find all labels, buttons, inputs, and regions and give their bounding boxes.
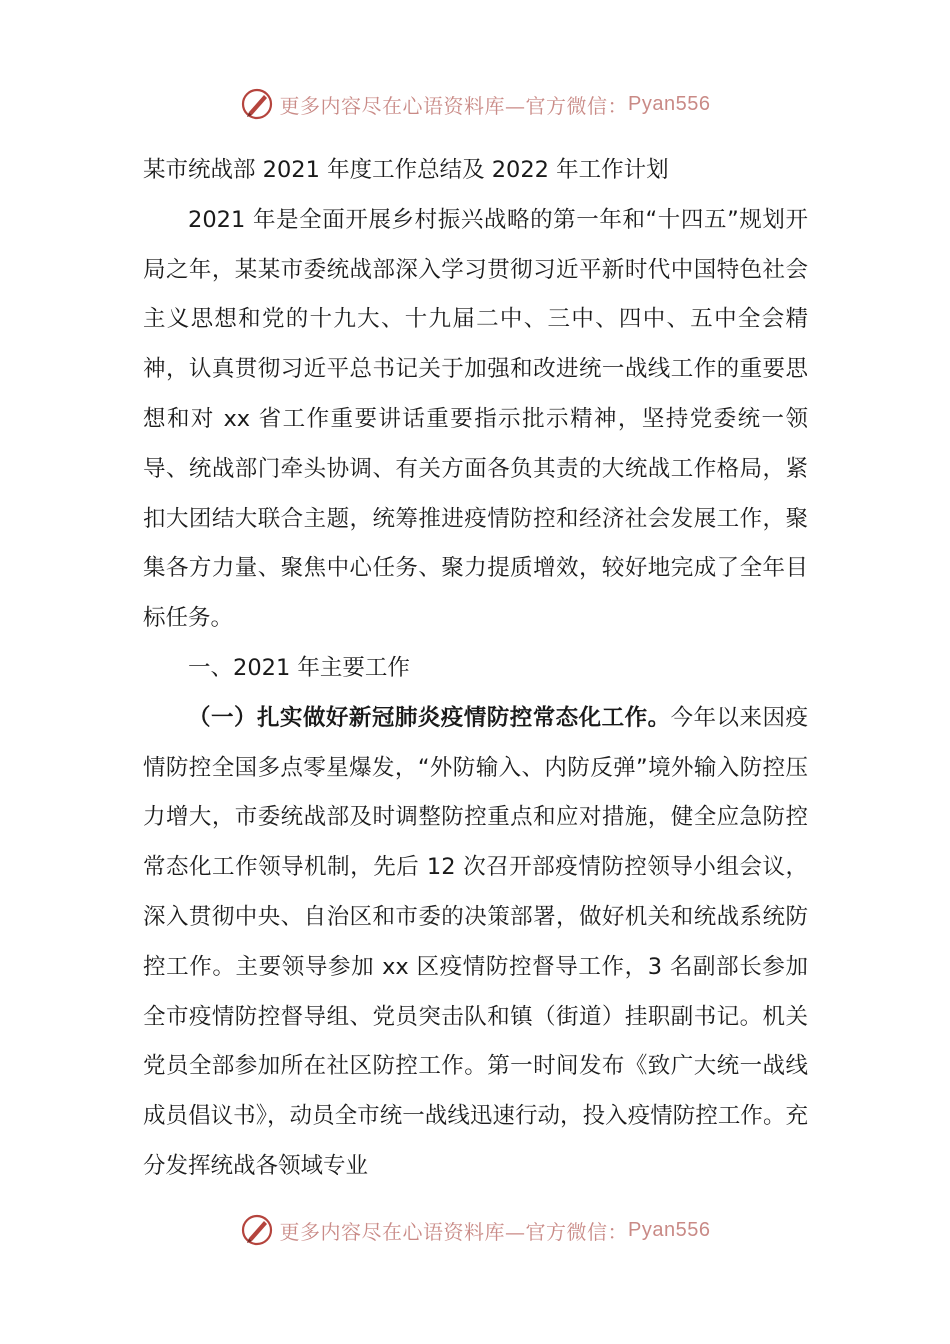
- intro-paragraph: 2021 年是全面开展乡村振兴战略的第一年和“十四五”规划开局之年，某某市委统战部深入学习贯彻习近平新时代中国特色社会主义思想和党的十九大、十九届二中、三中、四中、五中全会精神，认真贯彻习近平总书记关于加强和改进统一战线工作的重要思想和对 xx 省工作重要讲话重要指示批示精神，坚持党委统一领导、统战部门牵头协调、有关方面各负其责的大统战工作格局，紧扣大团结大联合主题，统筹推进疫情防控和经济社会发展工作，聚集各方力量、聚焦中心任务、聚力提质增效，较好地完成了全年目标任务。: [143, 206, 808, 632]
- watermark-banner-top: [0, 84, 950, 124]
- pen-logo-icon: [240, 1213, 274, 1247]
- subsection-text: 今年以来因疫情防控全国多点零星爆发，“外防输入、内防反弹”境外输入防控压力增大，市委统战部及时调整防控重点和应对措施，健全应急防控常态化工作领导机制，先后 12 次召开部疫情防控领导小组会议，深入贯彻中央、自治区和市委的决策部署，做好机关和统战系统防控工作。主要领导参加 xx 区疫情防控督导工作，3 名副部长参加全市疫情防控督导组、党员突击队和镇（街道）挂职副书记。机关党员全部参加所在社区防控工作。第一时间发布《致广大统一战线成员倡议书》，动员全市统一战线迅速行动，投入疫情防控工作。充分发挥统战各领域专业: [143, 704, 808, 1179]
- watermark-banner-bottom: [0, 1210, 950, 1250]
- page-title: 某市统战部 2021 年度工作总结及 2022 年工作计划: [143, 157, 669, 183]
- watermark-text: 更多内容尽在心语资料库—官方微信：: [279, 93, 629, 118]
- subsection-paragraph: [143, 694, 808, 1192]
- watermark-wechat-id: Pyan556: [628, 1218, 711, 1241]
- section-heading: 一、2021 年主要工作: [188, 654, 410, 681]
- pen-logo-icon: [240, 87, 274, 121]
- watermark-text: 更多内容尽在心语资料库—官方微信：: [279, 1219, 629, 1244]
- watermark-wechat-id: Pyan556: [628, 92, 711, 115]
- document-body: [143, 146, 808, 1192]
- subsection-heading: （一）扎实做好新冠肺炎疫情防控常态化工作。: [188, 704, 671, 731]
